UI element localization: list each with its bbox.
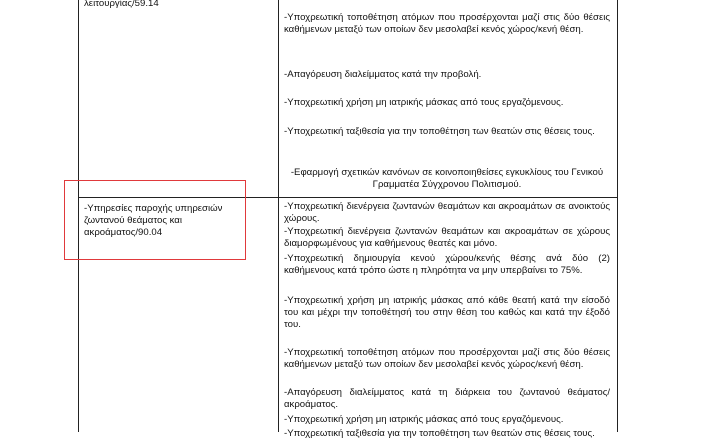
measure-item: -Υποχρεωτική χρήση μη ιατρικής μάσκας από τους εργαζόμενους. (284, 97, 564, 108)
category-cell: λειτουργίας/59.14 (84, 0, 159, 9)
measure-item: -Υποχρεωτική τοποθέτηση ατόμων που προσέρχονται μαζί στις δύο θέσεις καθήμενων μεταξύ των οποίων δεν μεσολαβεί κενός χώρος/κενή θέση. (284, 347, 610, 371)
measure-item: -Εφαρμογή σχετικών κανόνων σε κοινοποιηθείσες εγκυκλίους του Γενικού Γραμματέα Σύγχρονου Πολιτισμού. (290, 167, 604, 191)
measure-item: -Υποχρεωτική ταξιθεσία για την τοποθέτηση των θεατών στις θέσεις τους. (284, 428, 595, 439)
measure-item: -Υποχρεωτική δημιουργία κενού χώρου/κενής θέσης ανά δύο (2) καθήμενους κατά τρόπο ώστε η πληρότητα να μην υπερβαίνει το 75%. (284, 253, 610, 277)
measure-item: -Απαγόρευση διαλείμματος κατά τη διάρκεια του ζωντανού θεάματος/ακροάματος. (284, 387, 610, 411)
measure-item: -Υποχρεωτική χρήση μη ιατρικής μάσκας από κάθε θεατή κατά την είσοδό του και μέχρι την τοποθέτησή του στην θέση του καθώς και κατά την έξοδό του. (284, 295, 610, 331)
table-column-divider (278, 0, 279, 432)
category-cell: -Υπηρεσίες παροχής υπηρεσιών ζωντανού θεάματος και ακροάματος/90.04 (84, 203, 223, 239)
measure-item: -Υποχρεωτική ταξιθεσία για την τοποθέτηση των θεατών στις θέσεις τους. (284, 126, 595, 137)
measure-item: -Απαγόρευση διαλείμματος κατά την προβολή. (284, 69, 482, 80)
measure-item: -Υποχρεωτική διενέργεια ζωντανών θεαμάτων και ακροαμάτων σε ανοικτούς χώρους. (284, 201, 610, 225)
table-right-border (617, 0, 618, 432)
measure-item: -Υποχρεωτική τοποθέτηση ατόμων που προσέρχονται μαζί στις δύο θέσεις καθήμενων μεταξύ των οποίων δεν μεσολαβεί κενός χώρος/κενή θέση. (284, 12, 610, 36)
measure-item: -Υποχρεωτική διενέργεια ζωντανών θεαμάτων και ακροαμάτων σε χώρους διαμορφωμένους για καθήμενους θεατές και μόνο. (284, 226, 610, 250)
measure-item: -Υποχρεωτική χρήση μη ιατρικής μάσκας από τους εργαζόμενους. (284, 414, 564, 425)
